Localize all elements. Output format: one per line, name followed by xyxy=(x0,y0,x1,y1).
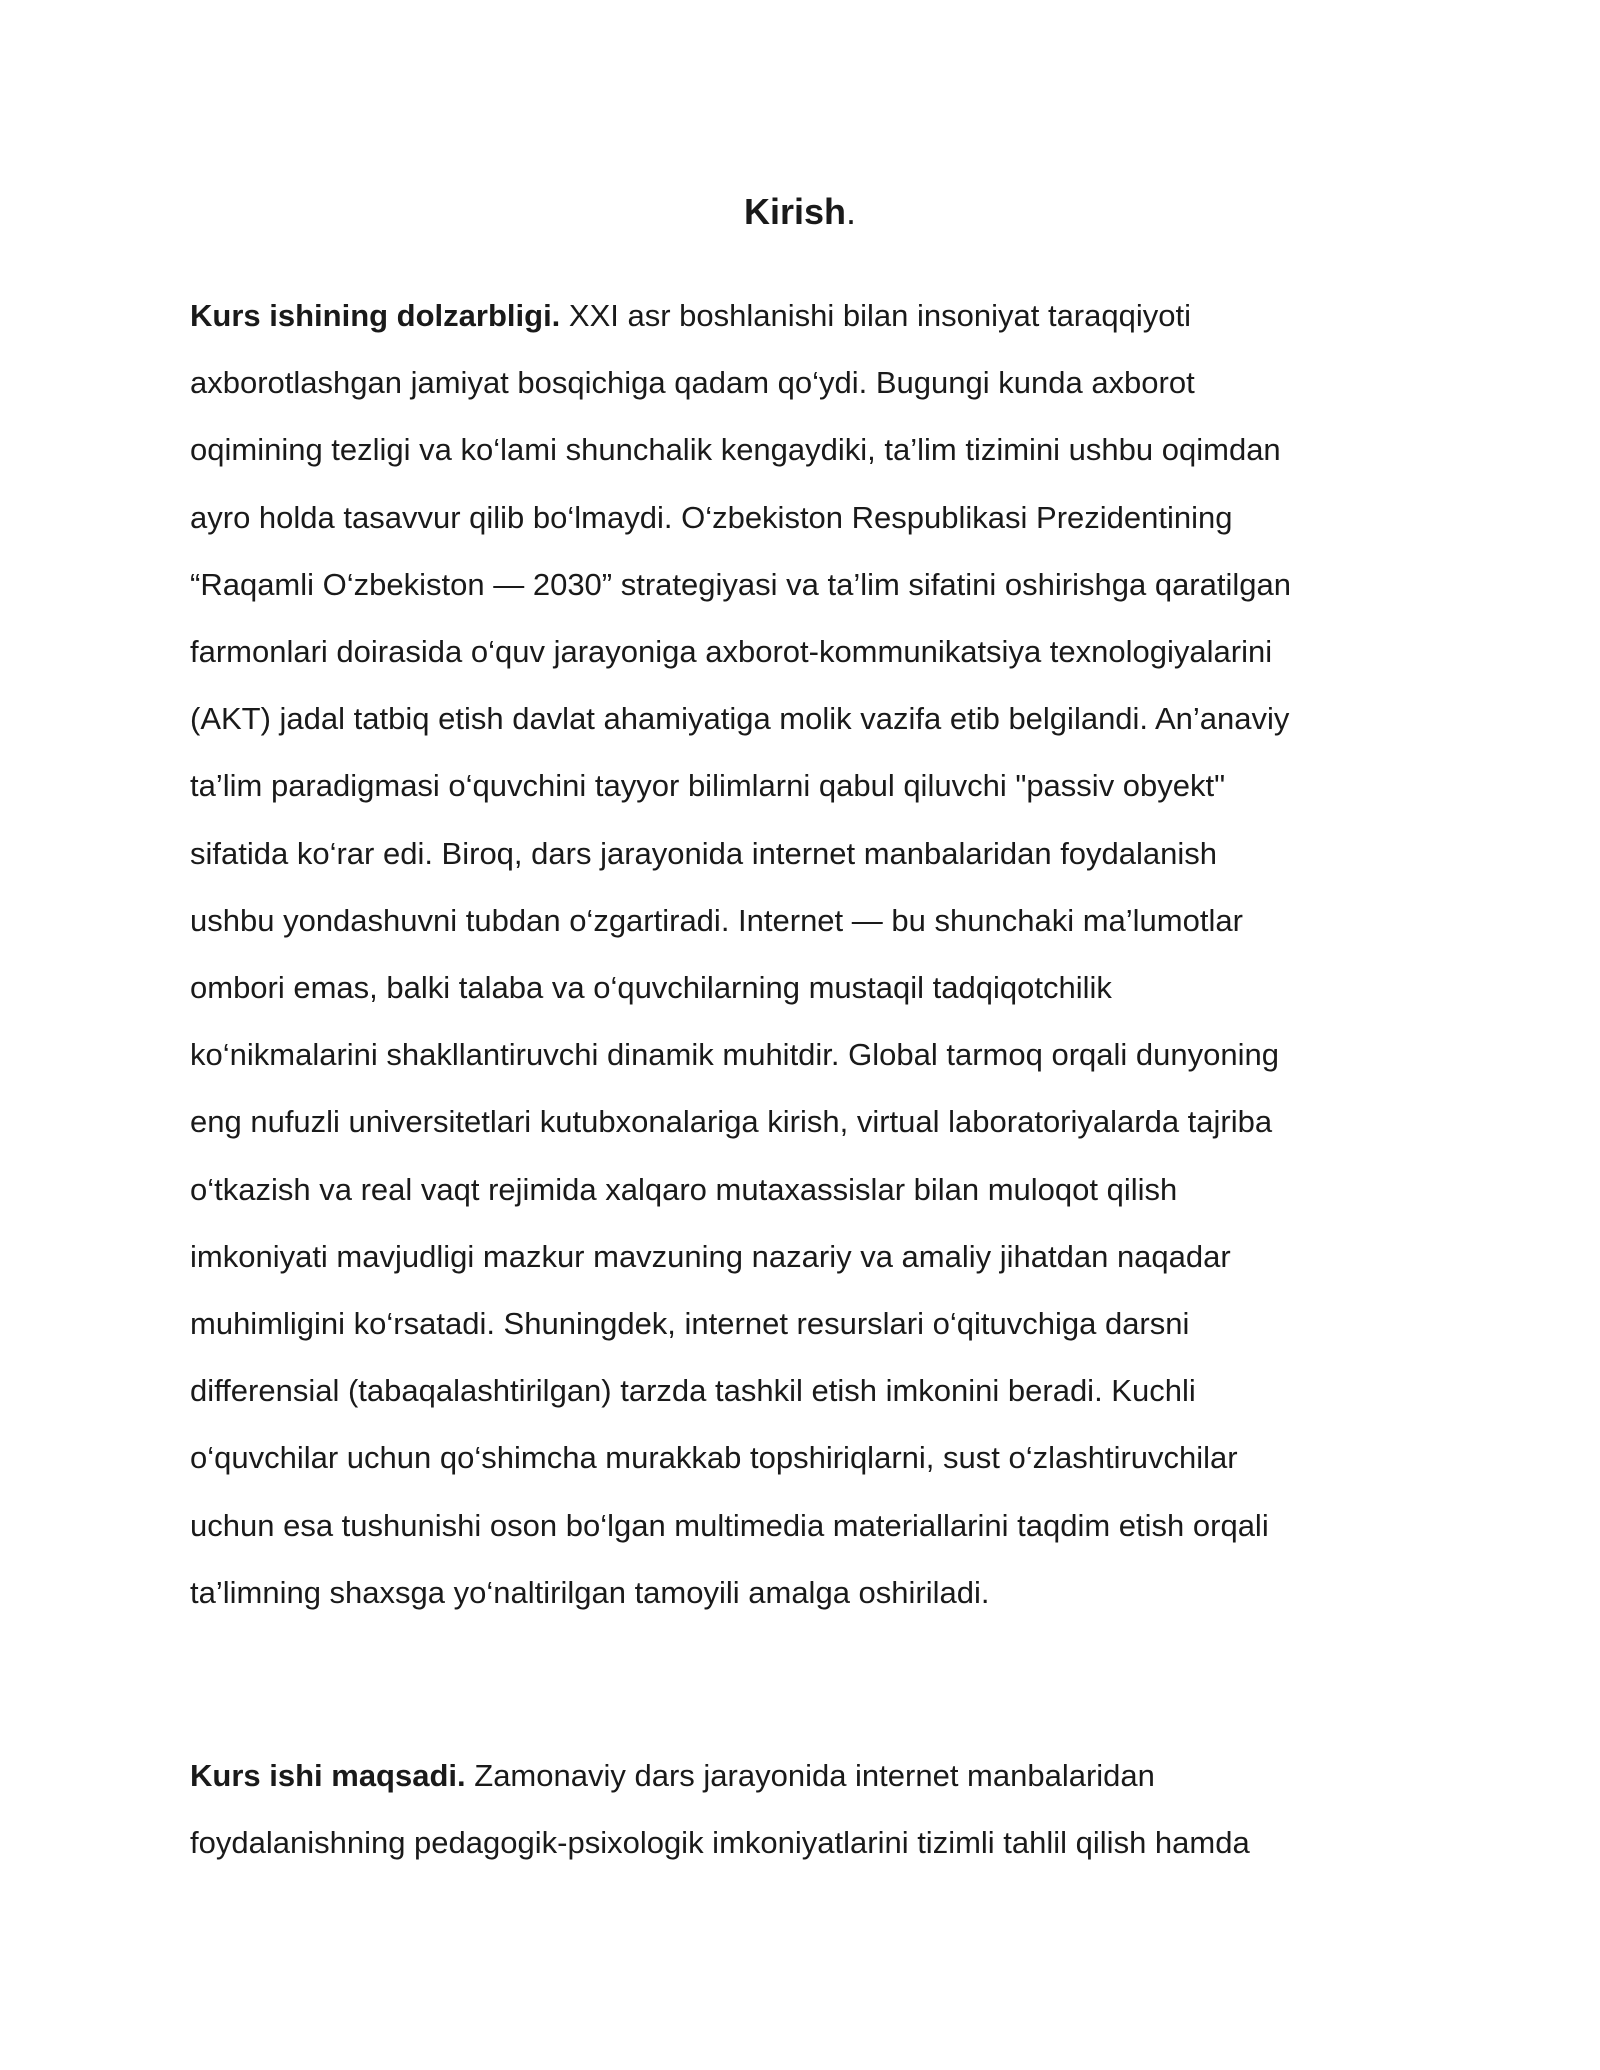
paragraph-line: ayro holda tasavvur qilib bo‘lmaydi. O‘zbekiston Respublikasi Prezidentining xyxy=(190,499,1233,535)
paragraph-line: ta’lim paradigmasi o‘quvchini tayyor bilimlarni qabul qiluvchi "passiv obyekt" xyxy=(190,768,1226,804)
paragraph-line: eng nufuzli universitetlari kutubxonalariga kirish, virtual laboratoriyalarda tajriba xyxy=(190,1104,1273,1140)
paragraph-line: imkoniyati mavjudligi mazkur mavzuning nazariy va amaliy jihatdan naqadar xyxy=(190,1238,1231,1274)
title-text: Kirish xyxy=(743,191,846,232)
line-text: Zamonaviy dars jarayonida internet manbalaridan xyxy=(465,1758,1155,1793)
paragraph-line: ta’limning shaxsga yo‘naltirilgan tamoyili amalga oshiriladi. xyxy=(190,1574,990,1610)
page-title xyxy=(0,188,1600,236)
paragraph-line xyxy=(190,1742,1420,1809)
paragraph-line: o‘quvchilar uchun qo‘shimcha murakkab topshiriqlarni, sust o‘zlashtiruvchilar xyxy=(190,1440,1238,1476)
paragraph-line: oqimining tezligi va ko‘lami shunchalik kengaydiki, ta’lim tizimini ushbu oqimdan xyxy=(190,432,1281,468)
paragraph-line: ko‘nikmalarini shakllantiruvchi dinamik muhitdir. Global tarmoq orqali dunyoning xyxy=(190,1037,1279,1073)
title-dot: . xyxy=(846,191,857,232)
paragraph-line xyxy=(190,282,1420,349)
paragraph-line: foydalanishning pedagogik-psixologik imkoniyatlarini tizimli tahlil qilish hamda xyxy=(190,1825,1250,1861)
paragraph-line: uchun esa tushunishi oson bo‘lgan multimedia materiallarini taqdim etish orqali xyxy=(190,1507,1269,1543)
paragraph-relevance xyxy=(190,282,1420,1626)
paragraph-line: sifatida ko‘rar edi. Biroq, dars jarayonida internet manbalaridan foydalanish xyxy=(190,835,1218,871)
section-heading-goal: Kurs ishi maqsadi. xyxy=(190,1758,466,1793)
paragraph-line: muhimligini ko‘rsatadi. Shuningdek, internet resurslari o‘qituvchiga darsni xyxy=(190,1306,1190,1342)
paragraph-line: o‘tkazish va real vaqt rejimida xalqaro mutaxassislar bilan muloqot qilish xyxy=(190,1171,1178,1207)
paragraph-line: “Raqamli O‘zbekiston — 2030” strategiyasi va ta’lim sifatini oshirishga qaratilgan xyxy=(190,566,1291,602)
paragraph-line: ushbu yondashuvni tubdan o‘zgartiradi. Internet — bu shunchaki ma’lumotlar xyxy=(190,902,1243,938)
paragraph-goal xyxy=(190,1742,1420,1876)
paragraph-line: differensial (tabaqalashtirilgan) tarzda tashkil etish imkonini beradi. Kuchli xyxy=(190,1373,1196,1409)
paragraph-line: axborotlashgan jamiyat bosqichiga qadam qo‘ydi. Bugungi kunda axborot xyxy=(190,365,1195,401)
paragraph-line: ombori emas, balki talaba va o‘quvchilarning mustaqil tadqiqotchilik xyxy=(190,970,1112,1006)
paragraph-line: farmonlari doirasida o‘quv jarayoniga axborot-kommunikatsiya texnologiyalarini xyxy=(190,634,1273,670)
paragraph-line: (AKT) jadal tatbiq etish davlat ahamiyatiga molik vazifa etib belgilandi. An’anaviy xyxy=(190,701,1290,737)
section-heading-relevance: Kurs ishining dolzarbligi. xyxy=(190,298,561,333)
line-text: XXI asr boshlanishi bilan insoniyat taraqqiyoti xyxy=(560,298,1191,333)
